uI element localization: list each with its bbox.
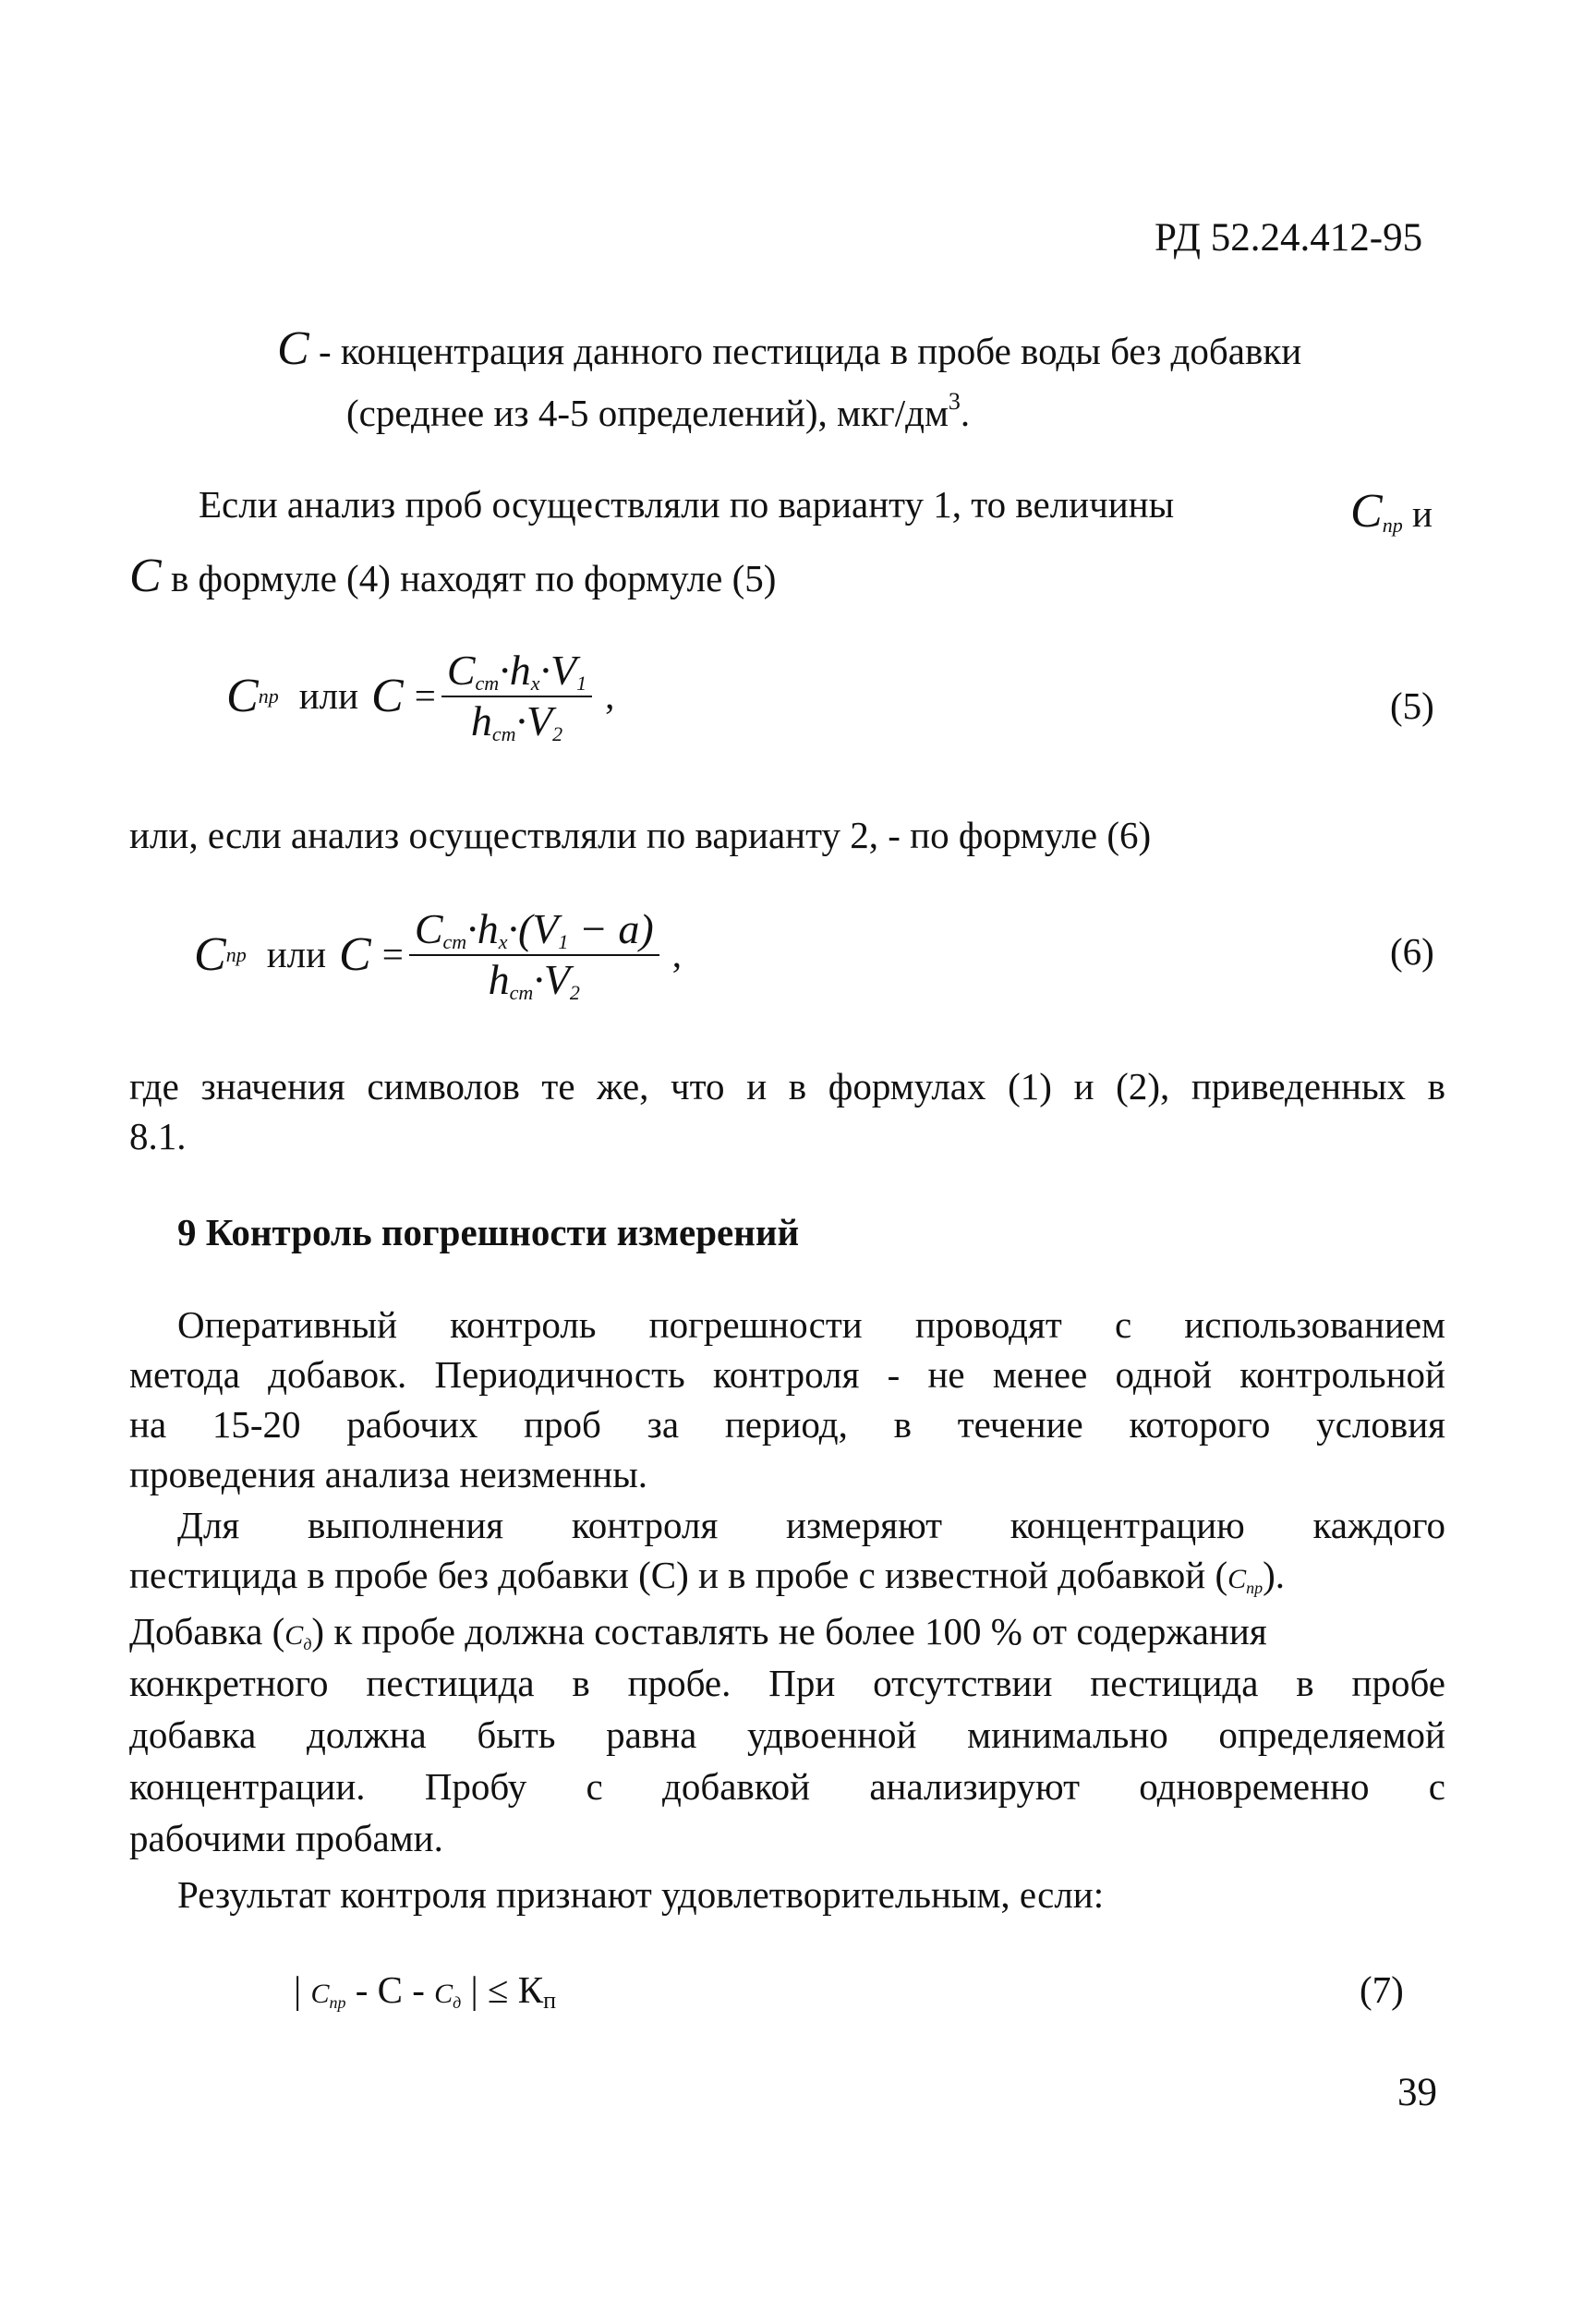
control-line4: конкретного пестицида в пробе. При отсутствии пестицида в пробе (129, 1662, 1445, 1704)
control-line7: рабочими пробами. (129, 1817, 443, 1859)
formula-7-number: (7) (1360, 1968, 1404, 2011)
section-9-title: 9 Контроль погрешности измерений (177, 1211, 800, 1253)
formula-6-fraction (409, 905, 659, 1005)
formula-6-denominator: $h_{ст}\cdot V_2$ (488, 955, 580, 1004)
document-code: РД 52.24.412-95 (1155, 216, 1423, 260)
formula-5-numerator: $C_{ст}\cdot h_х\cdot V_1$ (441, 647, 592, 697)
formula-6-numerator: $C_{ст}\cdot h_х\cdot(V_1 - a)$ (409, 905, 659, 956)
formula-5-number: (5) (1390, 684, 1434, 727)
operative-line4: проведения анализа неизменны. (129, 1453, 648, 1495)
control-line1: Для выполнения контроля измеряют концентрацию каждого (177, 1504, 1445, 1546)
control-line3: Добавка $(C_д)$ к пробе должна составлять не более 100 % от содержания (129, 1610, 1267, 1653)
formula-7: | $C_{пр}$ - С - $C_д$ | ≤ Кп (294, 1968, 557, 2014)
control-line6: концентрации. Пробу с добавкой анализируют одновременно с (129, 1765, 1445, 1808)
operative-line1: Оперативный контроль погрешности проводят с использованием (177, 1303, 1445, 1346)
formula-6-number: (6) (1390, 930, 1434, 973)
where-line2: 8.1. (129, 1115, 187, 1157)
formula-6: C пр или C = $\frac{C_{ст}\cdot h_х\cdot(V_1 - a)}{h_{ст}\cdot V_2}$ , (194, 905, 682, 1004)
where-line1: где значения символов те же, что и в формулах (1) и (2), приведенных в (129, 1065, 1445, 1108)
page-number: 39 (1397, 2071, 1437, 2114)
operative-line2: метода добавок. Периодичность контроля - не менее одной контрольной (129, 1353, 1445, 1396)
formula-5: C пр или C = $\frac{C_{ст}\cdot h_х\cdot V_1}{h_{ст}\cdot V_2}$ , (226, 647, 615, 745)
definition-c-line2: (среднее из 4-5 определений), мкг/$дм^3$. (346, 388, 971, 434)
result-text: Результат контроля признают удовлетворительным, если: (177, 1873, 1105, 1916)
formula-5-denominator: $h_{ст}\cdot V_2$ (470, 696, 563, 745)
variant1-line2: C в формуле (4) находят по формуле (5) (129, 550, 777, 602)
formula-5-fraction (441, 647, 592, 746)
control-line2: пестицида в пробе без добавки (С) и в пробе с известной добавкой $(C_{пр})$. (129, 1554, 1286, 1597)
cpr-symbol-inline: $C_{пр}$ и (1350, 485, 1433, 538)
definition-c-line1: C - концентрация данного пестицида в пробе воды без добавки (277, 322, 1302, 375)
variant1-text: Если анализ проб осуществляли по варианту 1, то величины (199, 483, 1175, 526)
control-line5: добавка должна быть равна удвоенной минимально определяемой (129, 1713, 1445, 1756)
variant2-text: или, если анализ осуществляли по варианту 2, - по формуле (6) (129, 814, 1152, 856)
operative-line3: на 15-20 рабочих проб за период, в течение которого условия (129, 1403, 1445, 1446)
symbol-c: C (277, 322, 309, 375)
